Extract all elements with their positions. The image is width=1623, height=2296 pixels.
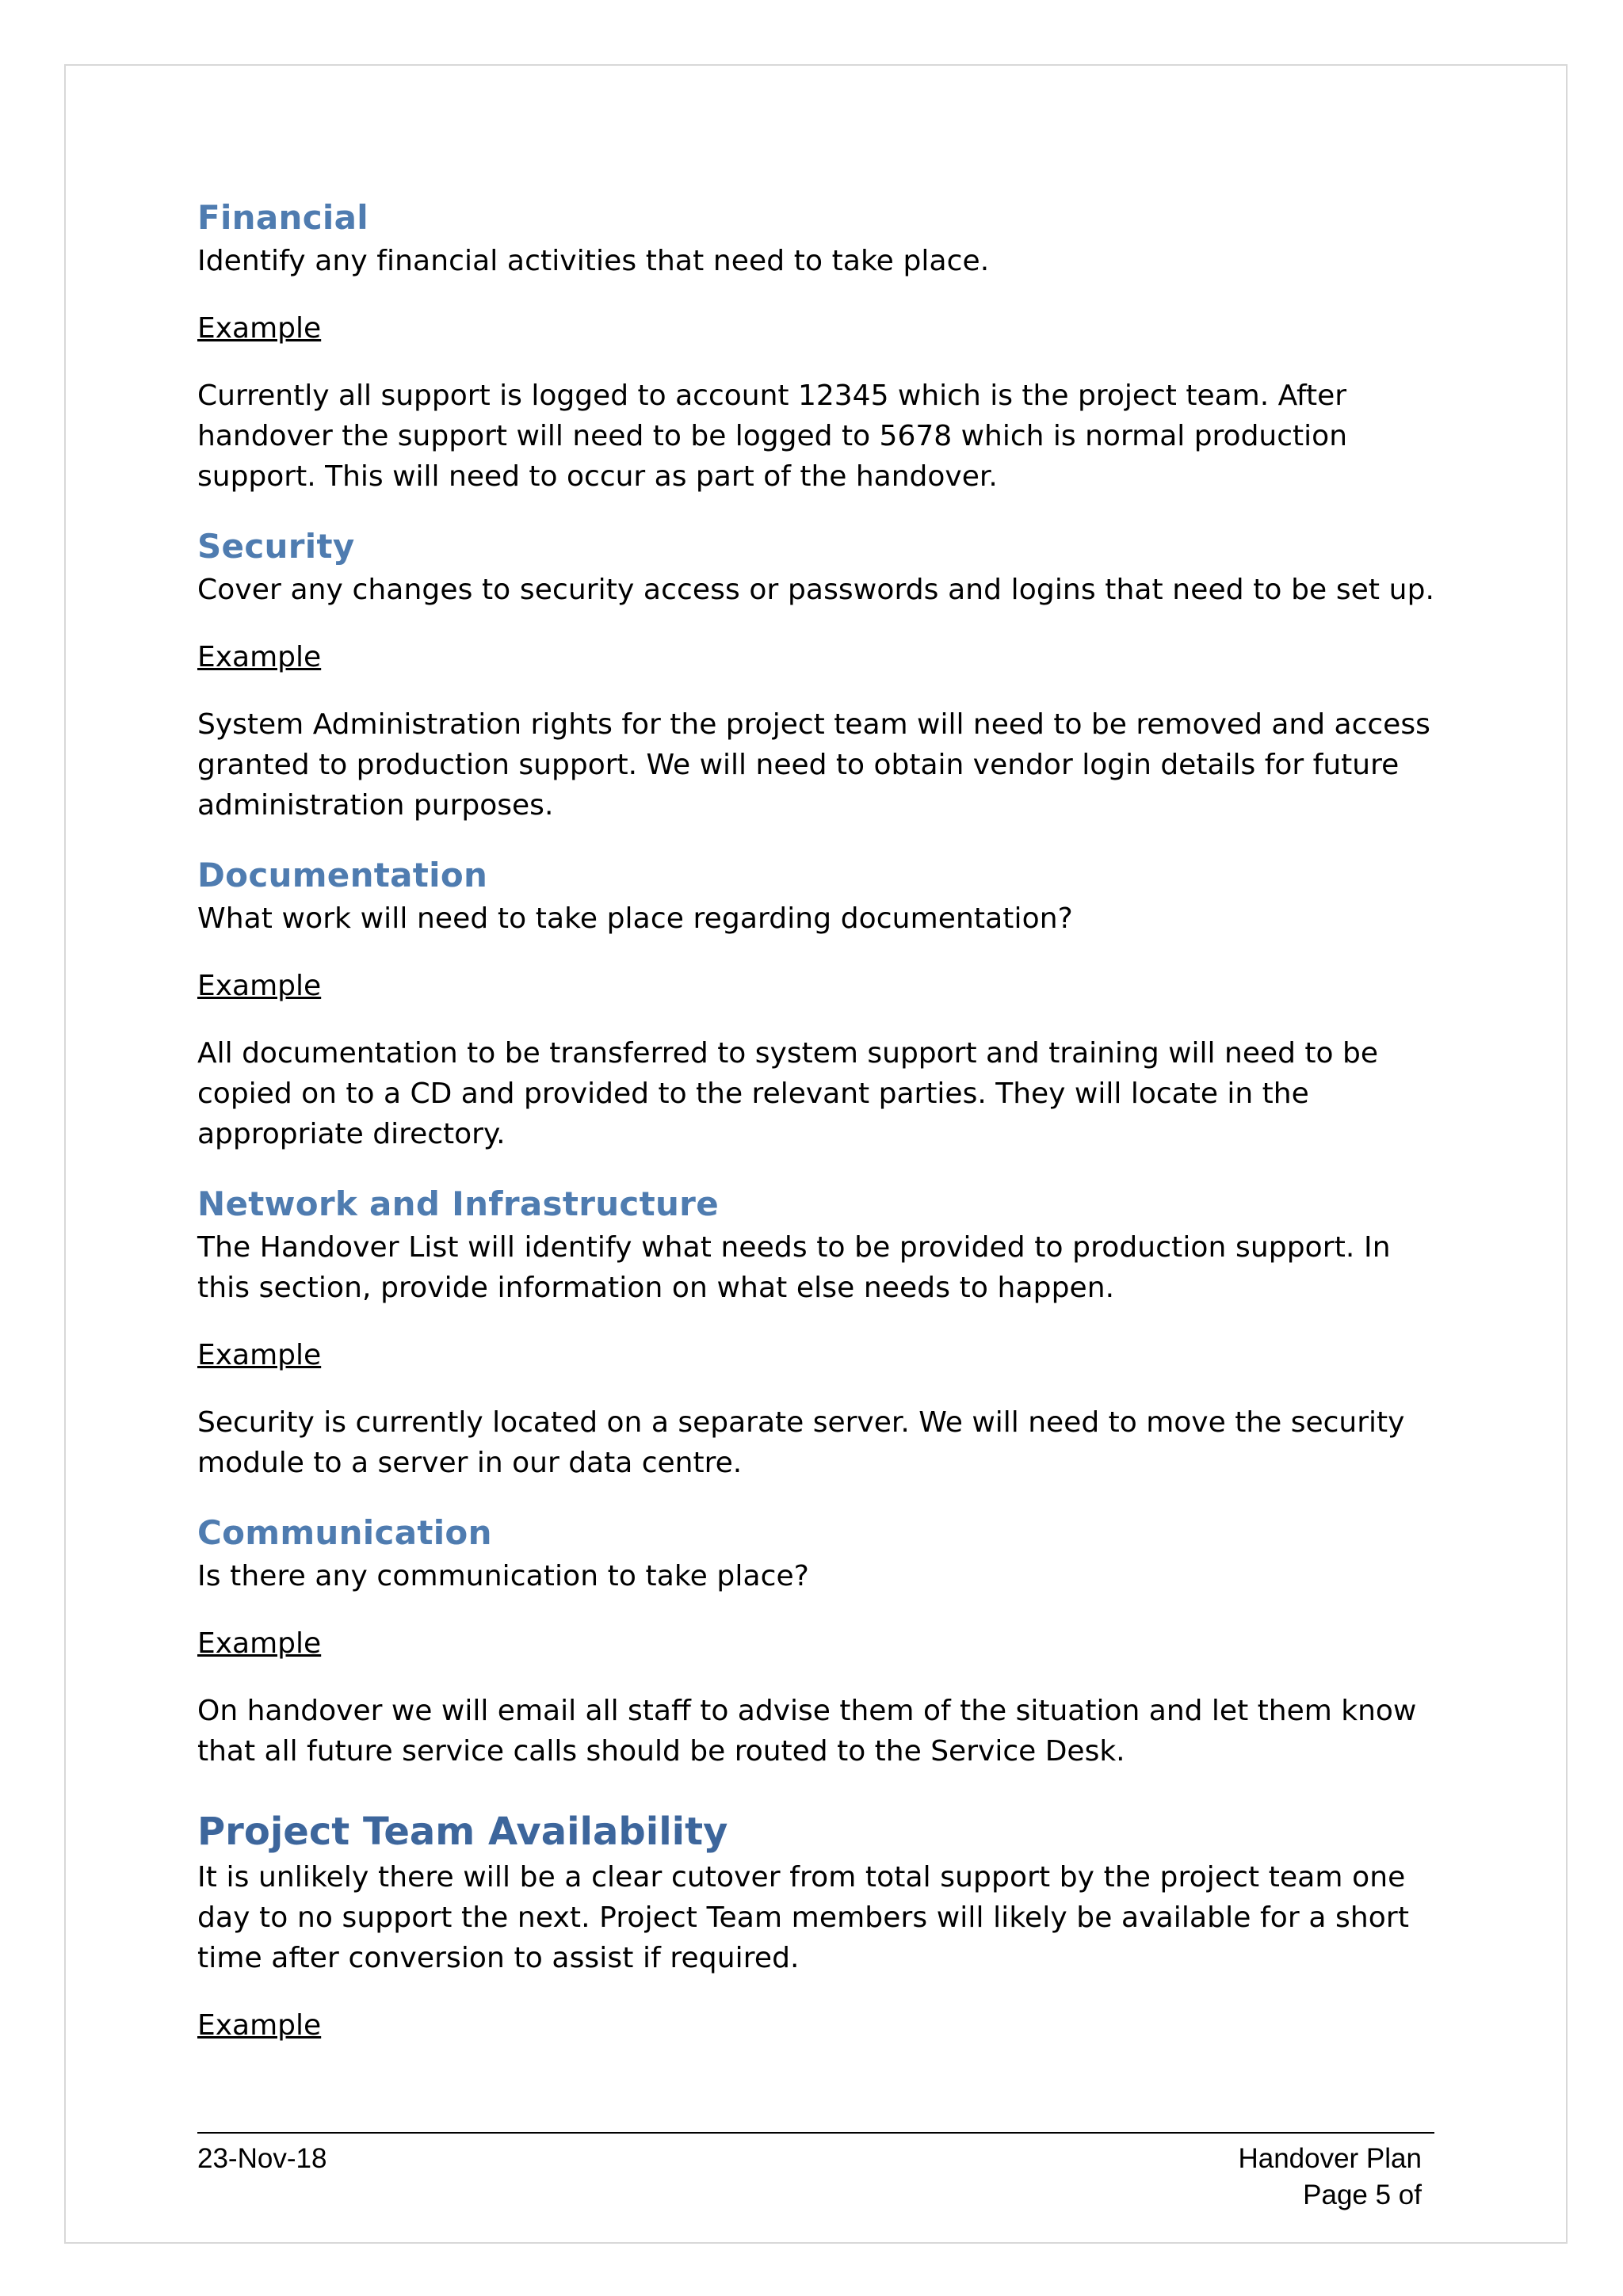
- section-intro: Is there any communication to take place?: [197, 1560, 809, 1592]
- major-heading: Project Team Availability: [197, 1810, 728, 1854]
- example-text: On handover we will email all staff to advise them of the situation and let them know that all future service calls should be routed to the Service Desk.: [197, 1695, 1417, 1768]
- section-intro: The Handover List will identify what needs to be provided to production support. In this section, provide information on what else needs to happen.: [197, 1231, 1391, 1304]
- section-financial: [197, 195, 1442, 497]
- example-text: All documentation to be transferred to system support and training will need to be copied on to a CD and provided to the relevant parties. They will locate in the appropriate directory.: [197, 1037, 1378, 1150]
- example-label: Example: [197, 641, 322, 673]
- example-label: Example: [197, 312, 322, 345]
- example-label: Example: [197, 2009, 322, 2042]
- example-label: Example: [197, 1339, 322, 1371]
- document-body: [197, 195, 1442, 2046]
- section-communication: [197, 1510, 1442, 1772]
- section-intro: What work will need to take place regarding documentation?: [197, 902, 1073, 935]
- section-intro: It is unlikely there will be a clear cutover from total support by the project team one day to no support the next. Project Team members will likely be available for a short time after conversion to assist if required.: [197, 1861, 1410, 1974]
- footer-rule: [197, 2132, 1434, 2134]
- footer-page-number: Page 5 of: [1303, 2180, 1422, 2210]
- example-text: Security is currently located on a separate server. We will need to move the security module to a server in our data centre.: [197, 1406, 1405, 1479]
- section-heading: Network and Infrastructure: [197, 1184, 719, 1223]
- section-heading: Financial: [197, 198, 369, 237]
- section-project-team-availability: [197, 1806, 1442, 2046]
- example-label: Example: [197, 1627, 322, 1660]
- footer-doc-title: Handover Plan: [1238, 2143, 1422, 2174]
- section-network-infrastructure: [197, 1181, 1442, 1483]
- footer-date: 23-Nov-18: [197, 2143, 327, 2174]
- section-intro: Identify any financial activities that need to take place.: [197, 245, 990, 277]
- section-documentation: [197, 852, 1442, 1154]
- section-intro: Cover any changes to security access or passwords and logins that need to be set up.: [197, 574, 1435, 606]
- section-heading: Documentation: [197, 856, 488, 894]
- section-heading: Communication: [197, 1513, 492, 1552]
- footer-right: [1238, 2141, 1422, 2214]
- section-security: [197, 524, 1442, 826]
- example-text: Currently all support is logged to account 12345 which is the project team. After handover the support will need to be logged to 5678 which is normal production support. This will need to occur as part of the handover.: [197, 379, 1348, 493]
- example-text: System Administration rights for the project team will need to be removed and access granted to production support. We will need to obtain vendor login details for future administration purposes.: [197, 708, 1430, 822]
- example-label: Example: [197, 970, 322, 1002]
- section-heading: Security: [197, 527, 355, 566]
